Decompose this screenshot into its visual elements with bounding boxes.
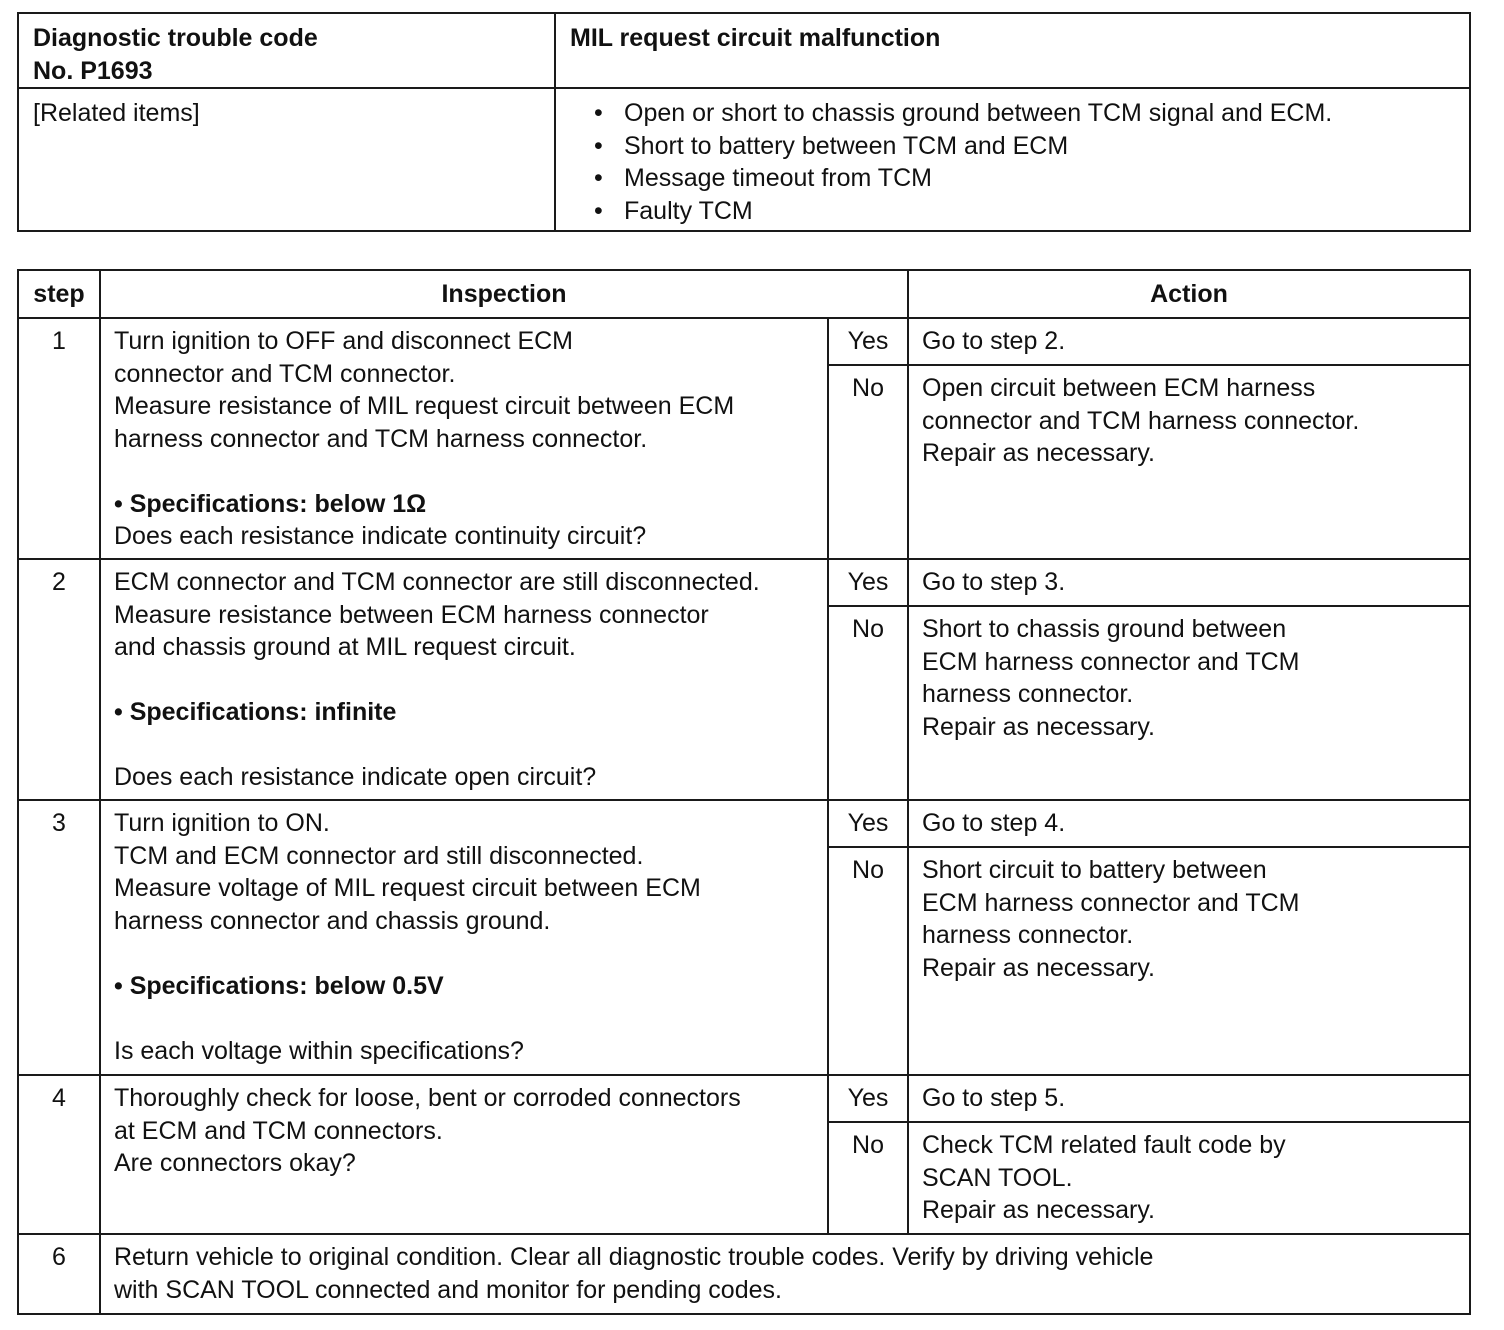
dtc-title: MIL request circuit malfunction	[570, 24, 941, 52]
dtc-code-cell	[18, 13, 555, 88]
table-row	[18, 800, 1470, 847]
no-label: No	[828, 847, 908, 1075]
specification: • Specifications: below 0.5V	[114, 971, 444, 1000]
question: Is each voltage within specifications?	[114, 1036, 524, 1065]
table-row	[18, 318, 1470, 365]
table-row	[18, 559, 1470, 606]
step-number: 2	[18, 559, 100, 800]
question: Are connectors okay?	[114, 1149, 356, 1177]
dtc-header-table	[17, 12, 1471, 232]
bullet-icon: •	[594, 164, 603, 192]
no-action: Short to chassis ground between ECM harness connector and TCM harness connector. Repair as necessary.	[908, 606, 1470, 800]
question: Does each resistance indicate continuity circuit?	[114, 522, 647, 550]
step-number: 4	[18, 1075, 100, 1234]
no-action: Check TCM related fault code by SCAN TOOL. Repair as necessary.	[908, 1122, 1470, 1234]
dtc-code-number: No. P1693	[33, 56, 153, 85]
no-label: No	[828, 1122, 908, 1234]
question: Does each resistance indicate open circuit?	[114, 763, 597, 791]
specification: • Specifications: below 1Ω	[114, 489, 427, 518]
related-items-label: [Related items]	[33, 99, 200, 127]
column-header-step: step	[18, 270, 100, 318]
dtc-code-label: Diagnostic trouble code	[33, 24, 318, 52]
final-step-cell: Return vehicle to original condition. Clear all diagnostic trouble codes. Verify by driving vehicle with SCAN TOOL connected and monitor for pending codes.	[100, 1234, 1470, 1314]
table-row	[18, 1234, 1470, 1314]
step-number: 3	[18, 800, 100, 1075]
inspection-cell: ECM connector and TCM connector are still disconnected. Measure resistance between ECM harness connector and chassis ground at MIL request circuit. • Specifications: infinite Does each resistance indicate open circuit?	[100, 559, 828, 800]
inspection-cell: Turn ignition to OFF and disconnect ECM connector and TCM connector. Measure resistance of MIL request circuit between ECM harness connector and TCM harness connector. • Specifications: below 1Ω Does each resistance indicate continuity circuit?	[100, 318, 828, 559]
yes-action: Go to step 3.	[908, 559, 1470, 606]
no-action: Short circuit to battery between ECM harness connector and TCM harness connector. Repair as necessary.	[908, 847, 1470, 1075]
yes-label: Yes	[828, 800, 908, 847]
step-number: 6	[18, 1234, 100, 1314]
related-item: • Message timeout from TCM	[594, 162, 1469, 195]
yes-action: Go to step 4.	[908, 800, 1470, 847]
diagnostic-steps-table	[17, 269, 1471, 1315]
related-item: • Short to battery between TCM and ECM	[594, 130, 1469, 163]
no-label: No	[828, 365, 908, 559]
related-items-list	[555, 88, 1470, 231]
specification: • Specifications: infinite	[114, 698, 397, 726]
inspection-cell: Turn ignition to ON. TCM and ECM connector ard still disconnected. Measure voltage of MIL request circuit between ECM harness connector and chassis ground. • Specifications: below 0.5V Is each voltage within specifications?	[100, 800, 828, 1075]
table-header-row	[18, 270, 1470, 318]
yes-action: Go to step 2.	[908, 318, 1470, 365]
dtc-title-cell	[555, 13, 1470, 88]
related-label-cell	[18, 88, 555, 231]
table-row	[18, 1075, 1470, 1122]
related-item: • Open or short to chassis ground between TCM signal and ECM.	[594, 97, 1469, 130]
no-label: No	[828, 606, 908, 800]
inspection-cell: Thoroughly check for loose, bent or corroded connectors at ECM and TCM connectors. Are connectors okay?	[100, 1075, 828, 1234]
related-item: • Faulty TCM	[594, 195, 1469, 228]
yes-label: Yes	[828, 318, 908, 365]
yes-label: Yes	[828, 559, 908, 606]
column-header-action: Action	[908, 270, 1470, 318]
column-header-inspection: Inspection	[100, 270, 908, 318]
step-number: 1	[18, 318, 100, 559]
yes-label: Yes	[828, 1075, 908, 1122]
bullet-icon: •	[594, 99, 603, 127]
bullet-icon: •	[594, 196, 603, 225]
no-action: Open circuit between ECM harness connector and TCM harness connector. Repair as necessary.	[908, 365, 1470, 559]
yes-action: Go to step 5.	[908, 1075, 1470, 1122]
bullet-icon: •	[594, 131, 603, 160]
